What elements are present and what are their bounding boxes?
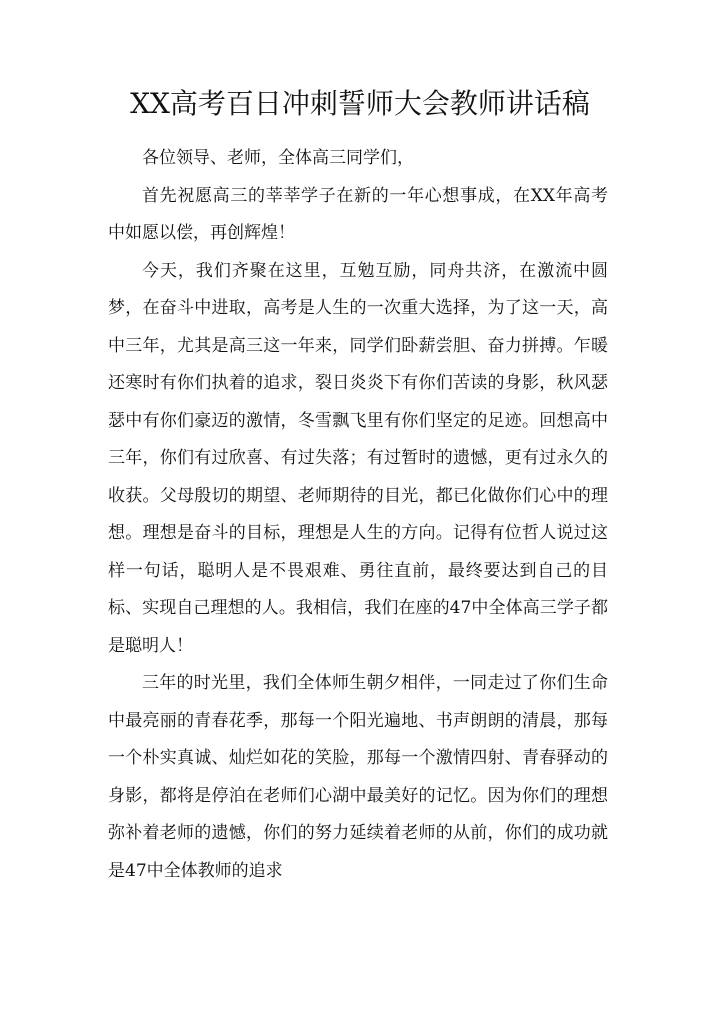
paragraph-greeting: 各位领导、老师，全体高三同学们， <box>142 148 414 168</box>
document-title: XX高考百日冲刺誓师大会教师讲话稿 <box>130 87 590 120</box>
paragraph-three-years: 三年的时光里，我们全体师生朝夕相伴，一同走过了你们生命中最亮丽的青春花季，那每一个阳光遍地、书声朗朗的清晨，那每一个朴实真诚、灿烂如花的笑脸，那每一个激情四射、青春驿动的身影，都将是停泊在老师们心湖中最美好的记忆。因为你们的理想弥补着老师的遗憾，你们的努力延续着老师的从前，你们的成功就是47中全体教师的追求 <box>108 673 608 881</box>
document-body <box>108 140 608 890</box>
paragraph-gathering: 今天，我们齐聚在这里，互勉互励，同舟共济，在激流中圆梦，在奋斗中进取，高考是人生的一次重大选择，为了这一天，高中三年，尤其是高三这一年来，同学们卧薪尝胆、奋力拼搏。乍暖还寒时有你们执着的追求，裂日炎炎下有你们苦读的身影，秋风瑟瑟中有你们豪迈的激情，冬雪飘飞里有你们坚定的足迹。回想高中三年，你们有过欣喜、有过失落；有过暂时的遗憾，更有过永久的收获。父母殷切的期望、老师期待的目光，都已化做你们心中的理想。理想是奋斗的目标，理想是人生的方向。记得有位哲人说过这样一句话，聪明人是不畏艰难、勇往直前，最终要达到自己的目标、实现自己理想的人。我相信，我们在座的47中全体高三学子都是聪明人！ <box>108 260 608 656</box>
paragraph-wishes: 首先祝愿高三的莘莘学子在新的一年心想事成，在XX年高考中如愿以偿，再创辉煌！ <box>108 185 608 243</box>
